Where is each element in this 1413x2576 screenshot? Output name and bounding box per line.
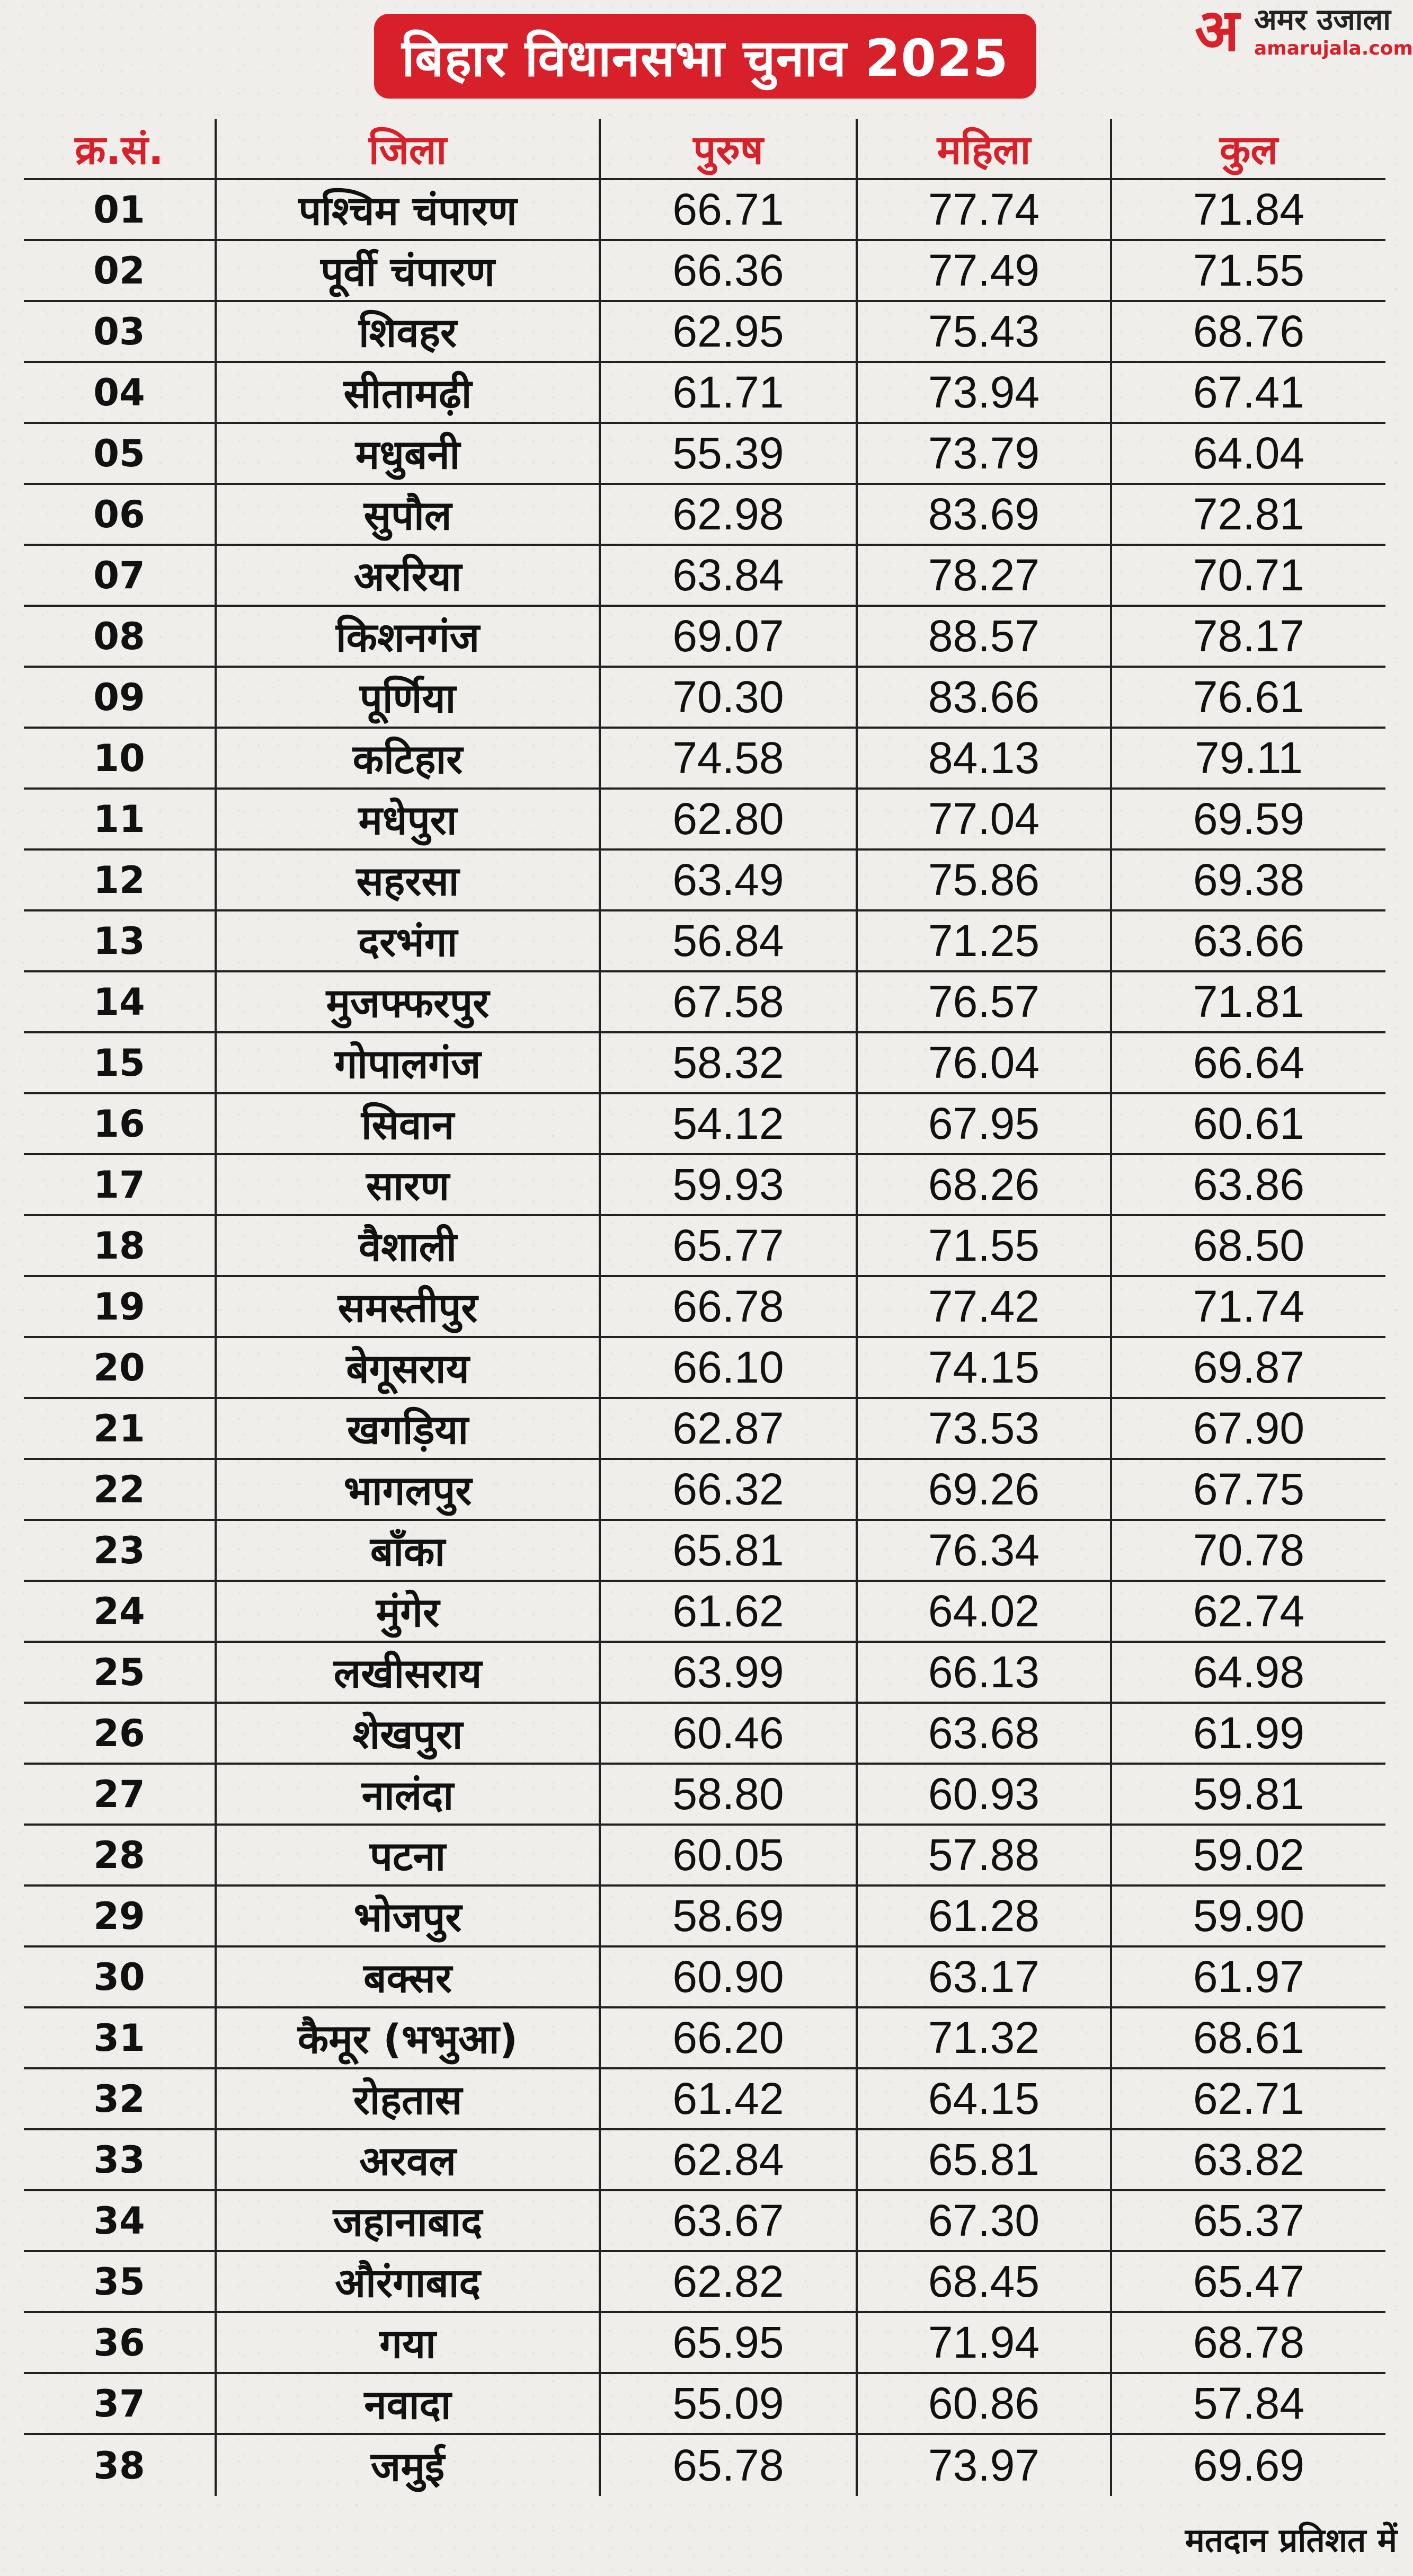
row-district: पटना	[215, 1826, 599, 1884]
turnout-table	[24, 119, 1385, 2496]
row-serial: 36	[93, 2321, 145, 2365]
row-male: 61.71	[599, 363, 856, 422]
row-serial: 14	[93, 980, 145, 1024]
row-female: 83.66	[856, 668, 1110, 727]
row-total: 68.76	[1110, 302, 1385, 361]
row-district: बेगूसराय	[215, 1338, 599, 1397]
row-total: 61.99	[1110, 1704, 1385, 1763]
row-serial: 32	[93, 2077, 145, 2121]
row-male: 60.46	[599, 1704, 856, 1763]
table-row	[24, 1887, 1385, 1948]
row-male: 62.82	[599, 2252, 856, 2311]
row-district: भागलपुर	[215, 1460, 599, 1519]
row-female: 71.94	[856, 2313, 1110, 2372]
row-district: गोपालगंज	[215, 1033, 599, 1092]
row-male: 74.58	[599, 729, 856, 787]
row-male: 63.99	[599, 1643, 856, 1702]
row-district: सहरसा	[215, 851, 599, 909]
row-serial: 18	[93, 1224, 145, 1268]
row-male: 66.36	[599, 241, 856, 300]
row-male: 63.84	[599, 546, 856, 605]
row-total: 76.61	[1110, 668, 1385, 727]
row-male: 54.12	[599, 1094, 856, 1153]
row-serial: 08	[93, 614, 145, 658]
row-male: 61.42	[599, 2069, 856, 2128]
row-district: मुजफ्फरपुर	[215, 972, 599, 1031]
row-serial: 06	[93, 492, 145, 536]
row-serial: 01	[93, 188, 145, 232]
row-district: कैमूर (भभुआ)	[215, 2008, 599, 2067]
row-male: 61.62	[599, 1582, 856, 1641]
row-female: 78.27	[856, 546, 1110, 605]
row-serial: 24	[93, 1589, 145, 1633]
row-male: 60.90	[599, 1948, 856, 2006]
row-total: 65.47	[1110, 2252, 1385, 2311]
row-female: 68.26	[856, 1155, 1110, 1214]
row-male: 65.95	[599, 2313, 856, 2372]
row-male: 66.78	[599, 1277, 856, 1336]
row-total: 62.71	[1110, 2069, 1385, 2128]
row-total: 68.61	[1110, 2008, 1385, 2067]
row-serial: 27	[93, 1772, 145, 1816]
row-total: 67.90	[1110, 1399, 1385, 1458]
row-total: 69.87	[1110, 1338, 1385, 1397]
table-header	[24, 119, 1385, 180]
table-row	[24, 1704, 1385, 1765]
row-total: 63.86	[1110, 1155, 1385, 1214]
table-row	[24, 2435, 1385, 2496]
header-total: कुल	[1110, 119, 1385, 178]
row-female: 71.32	[856, 2008, 1110, 2067]
table-row	[24, 972, 1385, 1033]
row-serial: 37	[93, 2382, 145, 2425]
row-serial: 28	[93, 1833, 145, 1877]
row-district: अरवल	[215, 2130, 599, 2189]
row-male: 58.80	[599, 1765, 856, 1823]
row-male: 58.69	[599, 1887, 856, 1945]
table-row	[24, 729, 1385, 790]
row-district: पूर्वी चंपारण	[215, 241, 599, 300]
table-row	[24, 1643, 1385, 1704]
row-district: अररिया	[215, 546, 599, 605]
row-district: बाँका	[215, 1521, 599, 1580]
table-row	[24, 424, 1385, 485]
row-district: कटिहार	[215, 729, 599, 787]
table-row	[24, 241, 1385, 302]
row-female: 64.02	[856, 1582, 1110, 1641]
table-row	[24, 546, 1385, 607]
row-serial: 34	[93, 2199, 145, 2243]
row-male: 62.98	[599, 485, 856, 544]
row-serial: 22	[93, 1467, 145, 1511]
row-serial: 29	[93, 1894, 145, 1938]
row-total: 59.81	[1110, 1765, 1385, 1823]
row-male: 65.78	[599, 2435, 856, 2496]
row-total: 63.66	[1110, 911, 1385, 970]
brand-mark: अ	[1195, 0, 1240, 64]
row-male: 66.10	[599, 1338, 856, 1397]
row-male: 55.09	[599, 2374, 856, 2433]
row-female: 61.28	[856, 1887, 1110, 1945]
row-serial: 26	[93, 1711, 145, 1755]
row-male: 69.07	[599, 607, 856, 666]
row-female: 60.93	[856, 1765, 1110, 1823]
row-female: 73.94	[856, 363, 1110, 422]
table-row	[24, 1277, 1385, 1338]
row-female: 67.95	[856, 1094, 1110, 1153]
row-total: 67.41	[1110, 363, 1385, 422]
row-female: 76.34	[856, 1521, 1110, 1580]
row-total: 64.98	[1110, 1643, 1385, 1702]
row-serial: 13	[93, 919, 145, 963]
row-total: 60.61	[1110, 1094, 1385, 1153]
row-district: वैशाली	[215, 1216, 599, 1275]
row-total: 69.69	[1110, 2435, 1385, 2496]
row-district: शिवहर	[215, 302, 599, 361]
row-female: 83.69	[856, 485, 1110, 544]
row-female: 74.15	[856, 1338, 1110, 1397]
row-district: सिवान	[215, 1094, 599, 1153]
row-total: 59.90	[1110, 1887, 1385, 1945]
row-total: 71.55	[1110, 241, 1385, 300]
row-total: 71.81	[1110, 972, 1385, 1031]
row-total: 66.64	[1110, 1033, 1385, 1092]
row-district: किशनगंज	[215, 607, 599, 666]
row-serial: 04	[93, 370, 145, 414]
table-row	[24, 1948, 1385, 2008]
table-row	[24, 2374, 1385, 2435]
row-district: लखीसराय	[215, 1643, 599, 1702]
table-row	[24, 1765, 1385, 1826]
row-serial: 35	[93, 2260, 145, 2304]
table-row	[24, 1033, 1385, 1094]
row-district: सारण	[215, 1155, 599, 1214]
row-total: 64.04	[1110, 424, 1385, 483]
row-female: 65.81	[856, 2130, 1110, 2189]
row-district: नवादा	[215, 2374, 599, 2433]
row-district: पूर्णिया	[215, 668, 599, 727]
brand-logo	[1195, 0, 1413, 64]
header-district: जिला	[215, 119, 599, 178]
row-serial: 16	[93, 1102, 145, 1146]
row-male: 66.32	[599, 1460, 856, 1519]
table-row	[24, 2252, 1385, 2313]
row-female: 88.57	[856, 607, 1110, 666]
row-district: मधेपुरा	[215, 790, 599, 848]
row-male: 65.81	[599, 1521, 856, 1580]
table-row	[24, 1521, 1385, 1582]
row-female: 64.15	[856, 2069, 1110, 2128]
row-total: 71.74	[1110, 1277, 1385, 1336]
row-district: मुंगेर	[215, 1582, 599, 1641]
row-total: 69.38	[1110, 851, 1385, 909]
row-district: रोहतास	[215, 2069, 599, 2128]
row-male: 55.39	[599, 424, 856, 483]
row-total: 70.71	[1110, 546, 1385, 605]
table-row	[24, 1338, 1385, 1399]
row-district: पश्चिम चंपारण	[215, 180, 599, 239]
row-total: 57.84	[1110, 2374, 1385, 2433]
row-female: 77.74	[856, 180, 1110, 239]
table-body	[24, 180, 1385, 2496]
row-serial: 25	[93, 1650, 145, 1694]
row-female: 77.42	[856, 1277, 1110, 1336]
table-row	[24, 1399, 1385, 1460]
footnote: मतदान प्रतिशत में	[1185, 2521, 1397, 2560]
title-badge	[374, 14, 1036, 99]
row-total: 62.74	[1110, 1582, 1385, 1641]
row-serial: 19	[93, 1285, 145, 1329]
row-female: 69.26	[856, 1460, 1110, 1519]
row-serial: 12	[93, 858, 145, 902]
brand-name: अमर उजाला	[1254, 3, 1391, 37]
row-female: 57.88	[856, 1826, 1110, 1884]
row-female: 63.17	[856, 1948, 1110, 2006]
row-serial: 17	[93, 1163, 145, 1207]
table-row	[24, 668, 1385, 729]
row-female: 75.86	[856, 851, 1110, 909]
row-total: 67.75	[1110, 1460, 1385, 1519]
row-total: 68.50	[1110, 1216, 1385, 1275]
row-district: भोजपुर	[215, 1887, 599, 1945]
row-district: औरंगाबाद	[215, 2252, 599, 2311]
row-female: 77.49	[856, 241, 1110, 300]
row-female: 68.45	[856, 2252, 1110, 2311]
row-serial: 05	[93, 431, 145, 475]
table-row	[24, 1155, 1385, 1216]
row-female: 76.57	[856, 972, 1110, 1031]
row-female: 73.79	[856, 424, 1110, 483]
row-serial: 11	[93, 797, 145, 841]
row-district: मधुबनी	[215, 424, 599, 483]
row-total: 78.17	[1110, 607, 1385, 666]
row-total: 63.82	[1110, 2130, 1385, 2189]
row-female: 75.43	[856, 302, 1110, 361]
row-female: 84.13	[856, 729, 1110, 787]
row-male: 63.67	[599, 2191, 856, 2250]
row-female: 66.13	[856, 1643, 1110, 1702]
row-male: 59.93	[599, 1155, 856, 1214]
row-serial: 33	[93, 2138, 145, 2182]
header-female: महिला	[856, 119, 1110, 178]
row-district: गया	[215, 2313, 599, 2372]
row-male: 60.05	[599, 1826, 856, 1884]
row-male: 67.58	[599, 972, 856, 1031]
row-female: 73.97	[856, 2435, 1110, 2496]
row-male: 62.80	[599, 790, 856, 848]
table-row	[24, 1826, 1385, 1887]
row-female: 76.04	[856, 1033, 1110, 1092]
row-serial: 30	[93, 1955, 145, 1999]
table-row	[24, 180, 1385, 241]
row-district: दरभंगा	[215, 911, 599, 970]
table-row	[24, 1216, 1385, 1277]
table-row	[24, 363, 1385, 424]
row-serial: 15	[93, 1041, 145, 1085]
row-serial: 23	[93, 1528, 145, 1572]
row-female: 67.30	[856, 2191, 1110, 2250]
row-district: नालंदा	[215, 1765, 599, 1823]
row-male: 63.49	[599, 851, 856, 909]
row-total: 69.59	[1110, 790, 1385, 848]
table-row	[24, 1460, 1385, 1521]
row-male: 66.20	[599, 2008, 856, 2067]
table-row	[24, 2069, 1385, 2130]
row-male: 62.84	[599, 2130, 856, 2189]
table-row	[24, 851, 1385, 911]
page-title: बिहार विधानसभा चुनाव 2025	[402, 28, 1009, 88]
row-serial: 09	[93, 675, 145, 719]
row-serial: 10	[93, 736, 145, 780]
row-female: 73.53	[856, 1399, 1110, 1458]
table-row	[24, 2008, 1385, 2069]
table-row	[24, 302, 1385, 363]
row-serial: 38	[93, 2444, 145, 2488]
row-total: 68.78	[1110, 2313, 1385, 2372]
row-district: सीतामढ़ी	[215, 363, 599, 422]
row-serial: 07	[93, 553, 145, 597]
table-row	[24, 911, 1385, 972]
row-total: 72.81	[1110, 485, 1385, 544]
row-serial: 31	[93, 2016, 145, 2060]
row-total: 71.84	[1110, 180, 1385, 239]
row-female: 63.68	[856, 1704, 1110, 1763]
row-total: 70.78	[1110, 1521, 1385, 1580]
table-row	[24, 790, 1385, 851]
row-total: 65.37	[1110, 2191, 1385, 2250]
table-row	[24, 485, 1385, 546]
header-serial: क्र.सं.	[75, 126, 164, 173]
row-male: 62.87	[599, 1399, 856, 1458]
table-row	[24, 607, 1385, 668]
row-male: 58.32	[599, 1033, 856, 1092]
table-row	[24, 2191, 1385, 2252]
row-female: 60.86	[856, 2374, 1110, 2433]
brand-url: amarujala.com	[1254, 38, 1413, 59]
row-male: 62.95	[599, 302, 856, 361]
row-total: 59.02	[1110, 1826, 1385, 1884]
row-serial: 03	[93, 309, 145, 353]
row-district: समस्तीपुर	[215, 1277, 599, 1336]
row-total: 79.11	[1110, 729, 1385, 787]
table-row	[24, 1582, 1385, 1643]
row-district: जहानाबाद	[215, 2191, 599, 2250]
row-female: 77.04	[856, 790, 1110, 848]
row-male: 65.77	[599, 1216, 856, 1275]
row-male: 70.30	[599, 668, 856, 727]
row-female: 71.25	[856, 911, 1110, 970]
row-district: शेखपुरा	[215, 1704, 599, 1763]
table-row	[24, 2313, 1385, 2374]
row-district: बक्सर	[215, 1948, 599, 2006]
row-district: जमुई	[215, 2435, 599, 2496]
row-district: सुपौल	[215, 485, 599, 544]
row-total: 61.97	[1110, 1948, 1385, 2006]
table-row	[24, 1094, 1385, 1155]
row-serial: 20	[93, 1345, 145, 1389]
row-male: 66.71	[599, 180, 856, 239]
row-male: 56.84	[599, 911, 856, 970]
row-serial: 02	[93, 249, 145, 293]
table-row	[24, 2130, 1385, 2191]
header-male: पुरुष	[599, 119, 856, 178]
row-serial: 21	[93, 1406, 145, 1450]
row-female: 71.55	[856, 1216, 1110, 1275]
row-district: खगड़िया	[215, 1399, 599, 1458]
